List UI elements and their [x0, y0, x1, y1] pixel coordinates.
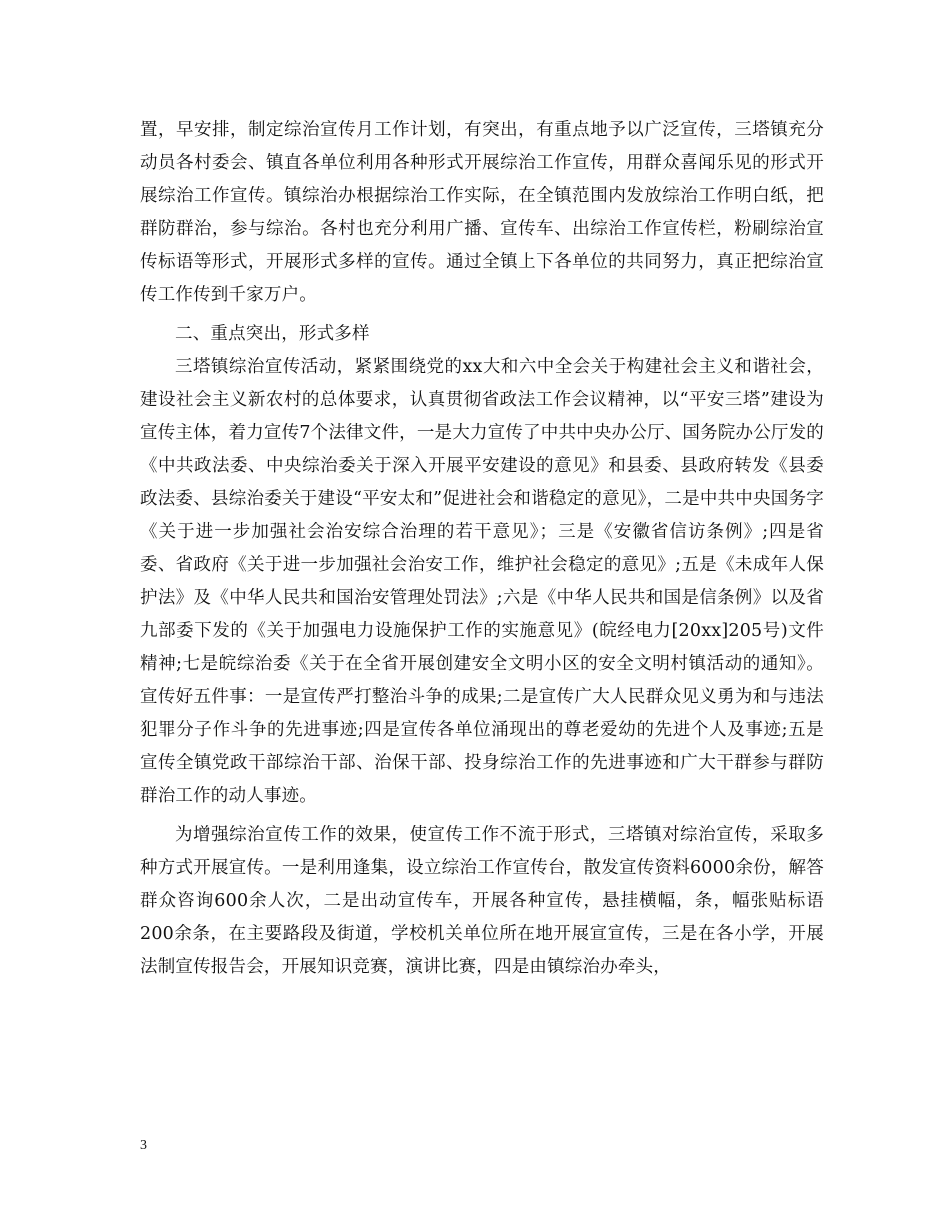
paragraph-activities: 三塔镇综治宣传活动，紧紧围绕党的xx大和六中全会关于构建社会主义和谐社会，建设社会主义新农村的总体要求，认真贯彻省政法工作会议精神，以“平安三塔”建设为宣传主体，着力宣传7个法律文件，一是大力宣传了中共中央办公厅、国务院办公厅发的《中共政法委、中央综治委关于深入开展平安建设的意见》和县委、县政府转发《县委政法委、县综治委关于建设“平安太和”促进社会和谐稳定的意见》，二是中共中央国务字《关于进一步加强社会治安综合治理的若干意见》；三是《安徽省信访条例》;四是省委、省政府《关于进一步加强社会治安工作，维护社会稳定的意见》;五是《未成年人保护法》及《中华人民共和国治安管理处罚法》;六是《中华人民共和国是信条例》以及省九部委下发的《关于加强电力设施保护工作的实施意见》(皖经电力[20xx]205号)文件精神;七是皖综治委《关于在全省开展创建安全文明小区的安全文明村镇活动的通知》。宣传好五件事：一是宣传严打整治斗争的成果;二是宣传广大人民群众见义勇为和与违法犯罪分子作斗争的先进事迹;四是宣传各单位涌现出的尊老爱幼的先进个人及事迹;五是宣传全镇党政干部综治干部、治保干部、投身综治工作的先进事迹和广大干群参与群防群治工作的动人事迹。: [140, 357, 824, 806]
document-body: [140, 114, 824, 984]
paragraph-continuation: 置，早安排，制定综治宣传月工作计划，有突出，有重点地予以广泛宣传，三塔镇充分动员各村委会、镇直各单位利用各种形式开展综治工作宣传，用群众喜闻乐见的形式开展综治工作宣传。镇综治办根据综治工作实际，在全镇范围内发放综治工作明白纸，把群防群治，参与综治。各村也充分利用广播、宣传车、出综治工作宣传栏，粉刷综治宣传标语等形式，开展形式多样的宣传。通过全镇上下各单位的共同努力，真正把综治宣传工作传到千家万户。: [140, 120, 824, 305]
page-number: 3: [140, 1138, 147, 1153]
paragraph-methods: 为增强综治宣传工作的效果，使宣传工作不流于形式，三塔镇对综治宣传，采取多种方式开展宣传。一是利用逢集，设立综治工作宣传台，散发宣传资料6000余份，解答群众咨询600余人次，二是出动宣传车，开展各种宣传，悬挂横幅，条，幅张贴标语200余条，在主要路段及街道，学校机关单位所在地开展宣宣传，三是在各小学，开展法制宣传报告会，开展知识竞赛，演讲比赛，四是由镇综治办牵头，: [140, 825, 824, 977]
section-heading: 二、重点突出，形式多样: [175, 324, 370, 344]
